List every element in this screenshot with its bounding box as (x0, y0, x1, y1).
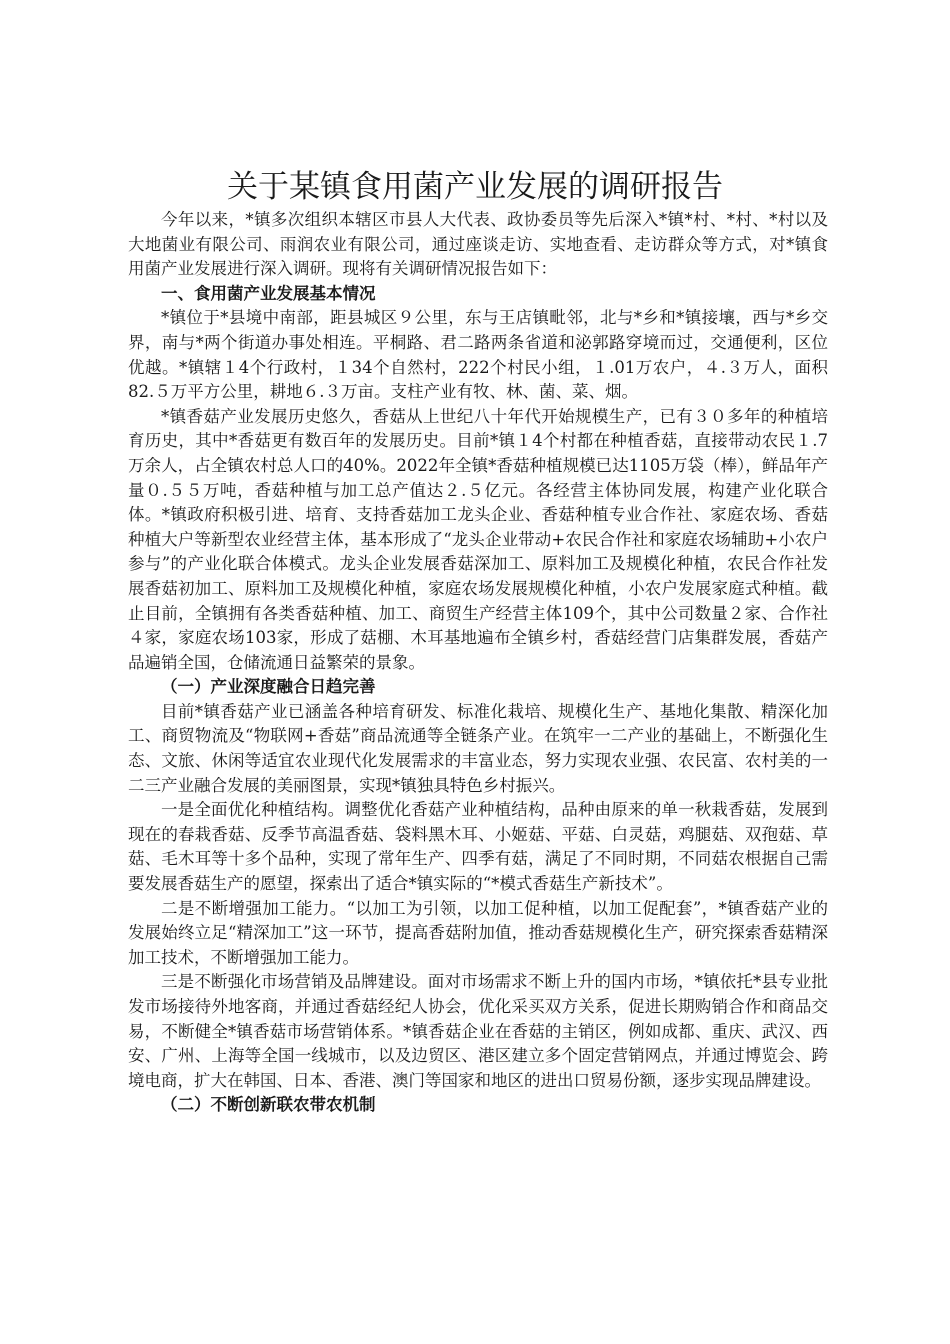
location-paragraph: *镇位于*县境中南部，距县城区９公里，东与王店镇毗邻，北与*乡和*镇接壤，西与*乡交界，南与*两个街道办事处相连。平桐路、君二路两条省道和泌郭路穿境而过，交通便利，区位优越。*镇辖１4个行政村，１34个自然村，222个村民小组，１.01万农户，４.３万人，面积82.５万平方公里，耕地６.３万亩。支柱产业有牧、林、菌、菜、烟。 (128, 308, 828, 402)
planting-structure-paragraph: 一是全面优化种植结构。调整优化香菇产业种植结构，品种由原来的单一秋栽香菇，发展到现在的春栽香菇、反季节高温香菇、袋料黑木耳、小姬菇、平菇、白灵菇，鸡腿菇、双孢菇、草菇、毛木耳等十多个品种，实现了常年生产、四季有菇，满足了不同时期，不同菇农根据自己需要发展香菇生产的愿望，探索出了适合*镇实际的“*模式香菇生产新技术”。 (128, 800, 828, 894)
subsection-heading-mechanism: （二）不断创新联农带农机制 (161, 1095, 376, 1115)
document-body (128, 208, 828, 1118)
subsection-heading-integration: （一）产业深度融合日趋完善 (161, 677, 376, 697)
history-paragraph: *镇香菇产业发展历史悠久，香菇从上世纪八十年代开始规模生产，已有３０多年的种植培育历史，其中*香菇更有数百年的发展历史。目前*镇１4个村都在种植香菇，直接带动农民１.7万余人，占全镇农村总人口的40%。2022年全镇*香菇种植规模已达1105万袋（棒），鲜品年产量０.５５万吨，香菇种植与加工总产值达２.５亿元。各经营主体协同发展，构建产业化联合体。*镇政府积极引进、培育、支持香菇加工龙头企业、香菇种植专业合作社、家庭农场、香菇种植大户等新型农业经营主体，基本形成了“龙头企业带动+农民合作社和家庭农场辅助+小农户参与”的产业化联合体模式。龙头企业发展香菇深加工、原料加工及规模化种植，农民合作社发展香菇初加工、原料加工及规模化种植，家庭农场发展规模化种植，小农户发展家庭式种植。截止目前，全镇拥有各类香菇种植、加工、商贸生产经营主体109个，其中公司数量２家、合作社４家，家庭农场103家，形成了菇棚、木耳基地遍布全镇乡村，香菇经营门店集群发展，香菇产品遍销全国，仓储流通日益繁荣的景象。 (128, 406, 828, 672)
processing-capacity-paragraph: 二是不断增强加工能力。“以加工为引领，以加工促种植，以加工促配套”，*镇香菇产业的发展始终立足“精深加工”这一环节，提高香菇附加值，推动香菇规模化生产，研究探索香菇精深加工技术，不断增强加工能力。 (128, 898, 828, 967)
intro-paragraph: 今年以来，*镇多次组织本辖区市县人大代表、政协委员等先后深入*镇*村、*村、*村以及大地菌业有限公司、雨润农业有限公司，通过座谈走访、实地查看、走访群众等方式，对*镇食用菌产业发展进行深入调研。现将有关调研情况报告如下： (128, 210, 828, 279)
integration-paragraph: 目前*镇香菇产业已涵盖各种培育研发、标准化栽培、规模化生产、基地化集散、精深化加工、商贸物流及“物联网+香菇”商品流通等全链条产业。在筑牢一二产业的基础上，不断强化生态、文旅、休闲等适宜农业现代化发展需求的丰富业态，努力实现农业强、农民富、农村美的一二三产业融合发展的美丽图景，实现*镇独具特色乡村振兴。 (128, 701, 828, 795)
marketing-brand-paragraph: 三是不断强化市场营销及品牌建设。面对市场需求不断上升的国内市场，*镇依托*县专业批发市场接待外地客商，并通过香菇经纪人协会，优化采买双方关系，促进长期购销合作和商品交易，不断健全*镇香菇市场营销体系。*镇香菇企业在香菇的主销区，例如成都、重庆、武汉、西安、广州、上海等全国一线城市，以及边贸区、港区建立多个固定营销网点，并通过博览会、跨境电商，扩大在韩国、日本、香港、澳门等国家和地区的进出口贸易份额，逐步实现品牌建设。 (128, 972, 828, 1090)
document-title: 关于某镇食用菌产业发展的调研报告 (227, 169, 723, 205)
section-heading-basic-situation: 一、食用菌产业发展基本情况 (161, 283, 376, 303)
